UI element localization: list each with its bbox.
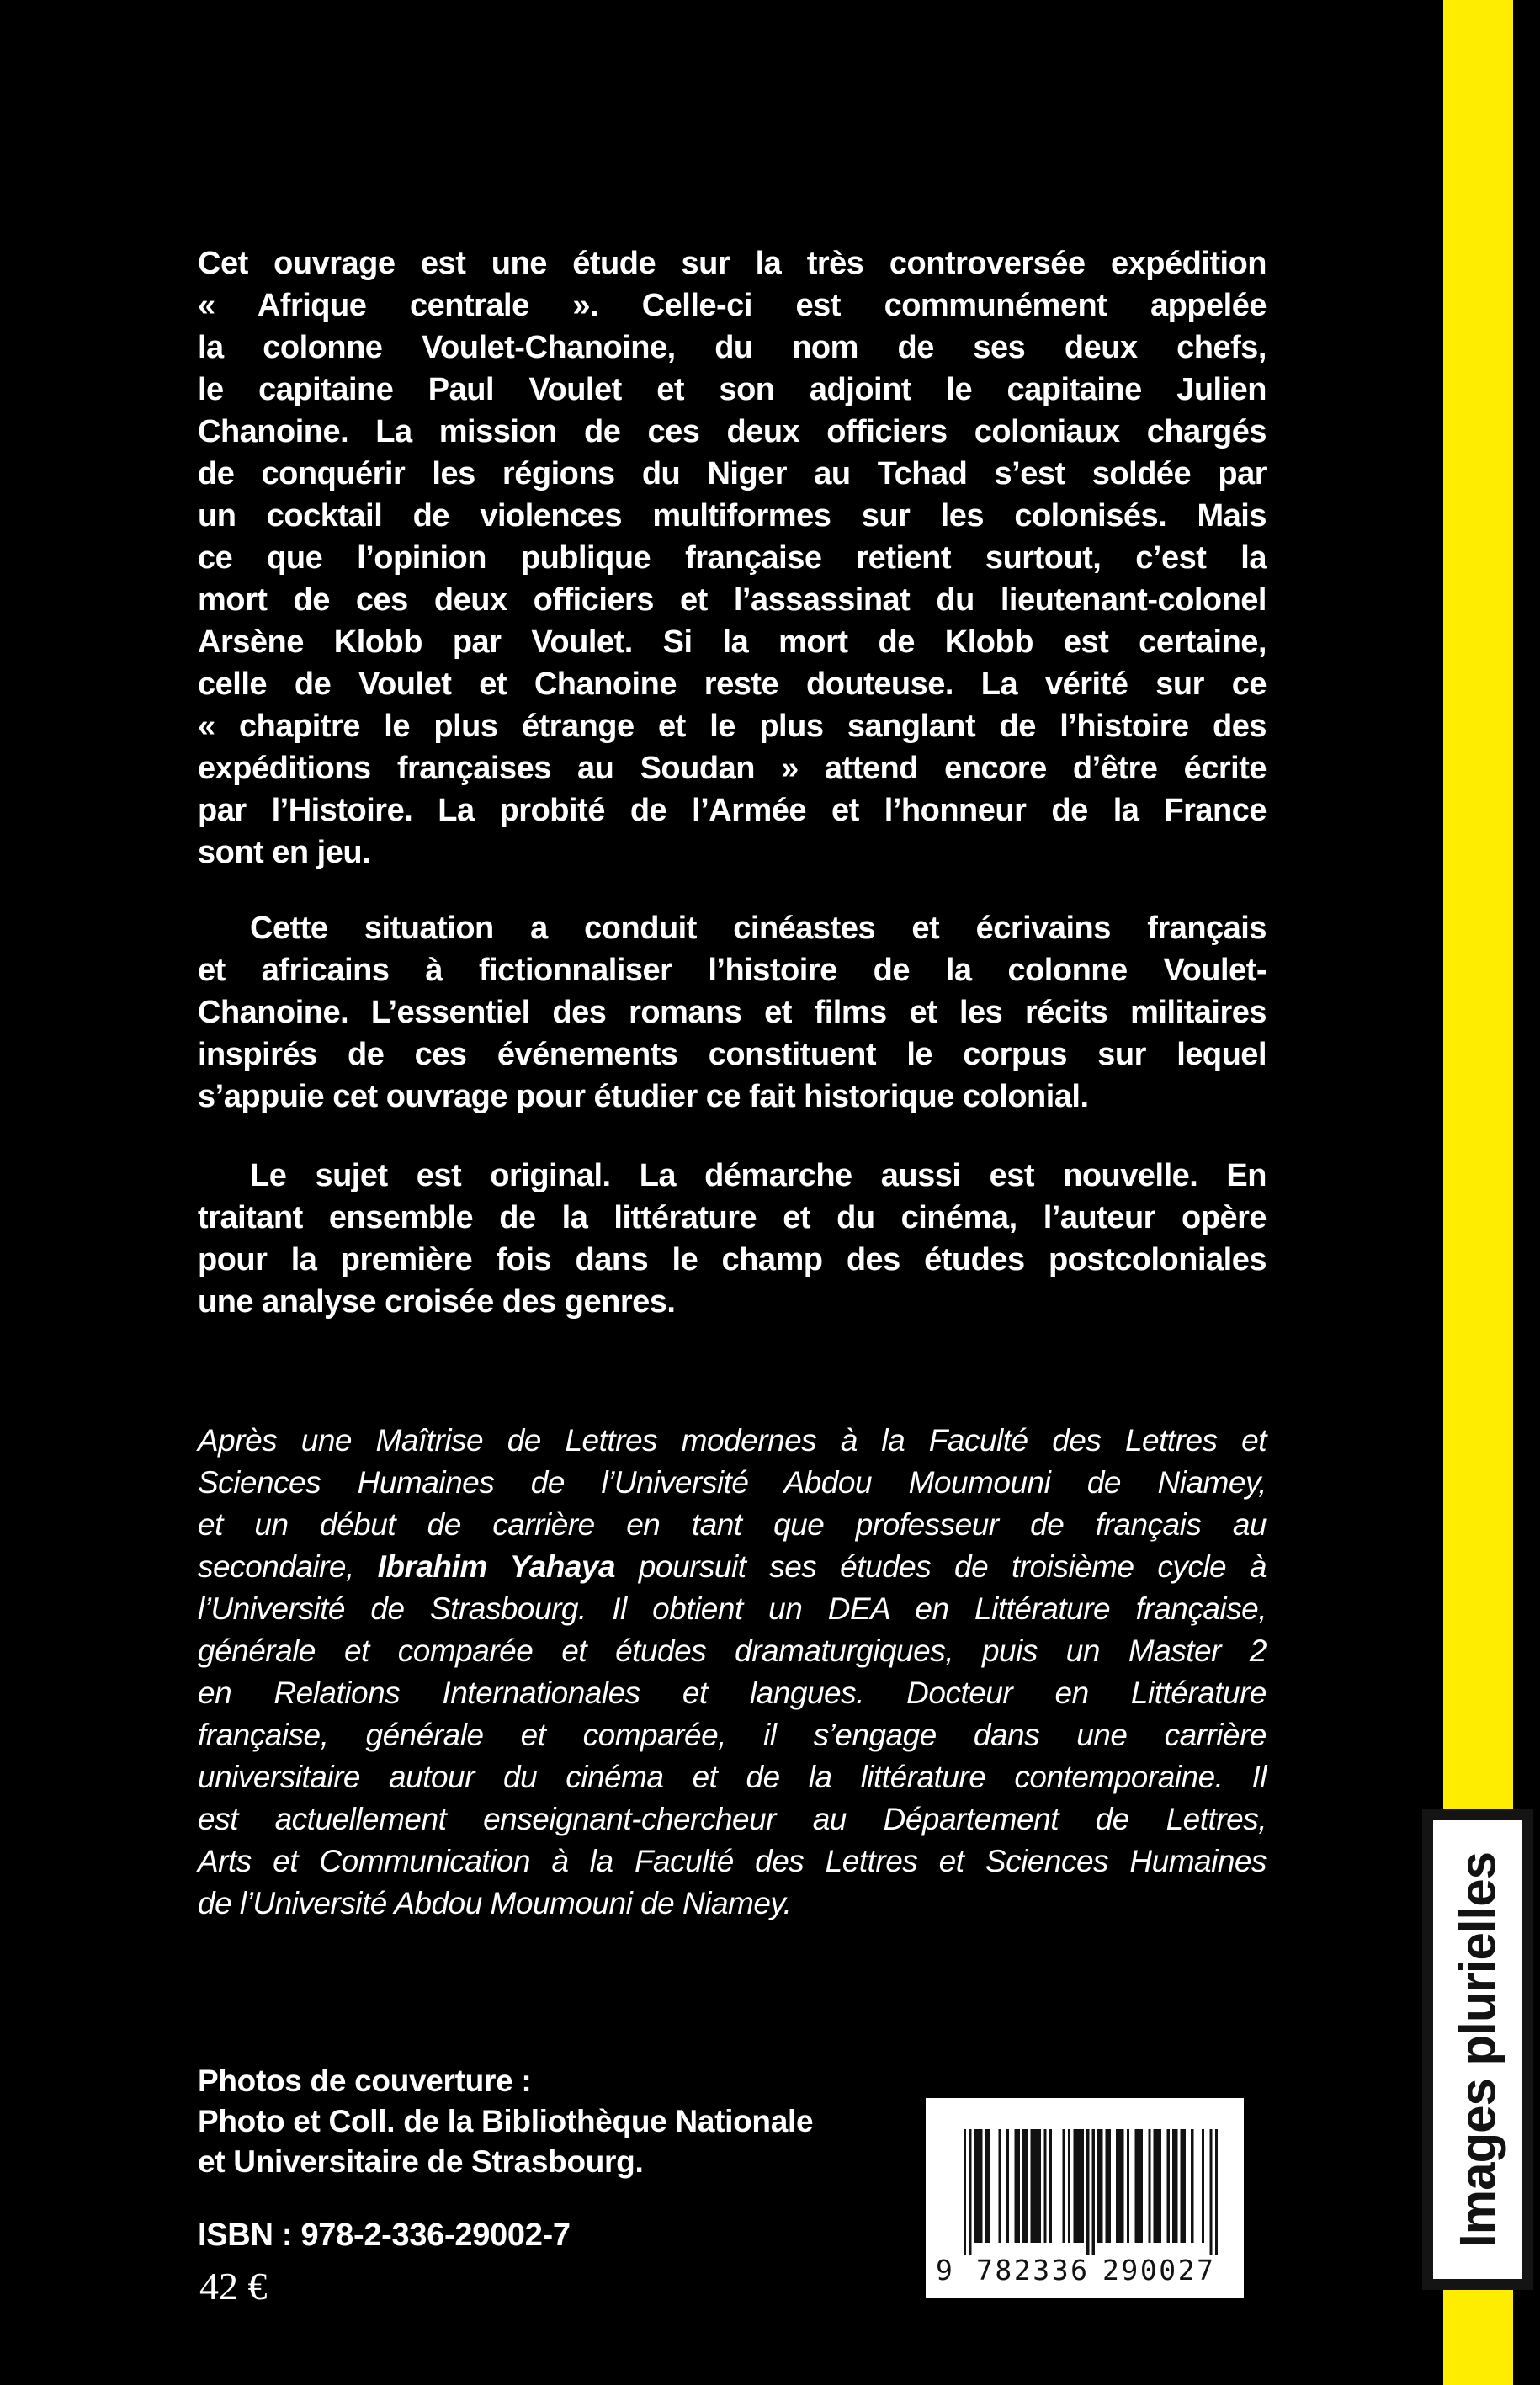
credit-line: et Universitaire de Strasbourg. xyxy=(198,2144,644,2179)
text-line: une analyse croisée des genres. xyxy=(198,1284,676,1320)
svg-text:290027: 290027 xyxy=(1102,2254,1213,2287)
text-line: inspirés de ces événements constituent le corpus sur lequel xyxy=(198,1037,1267,1072)
text-line: par l’Histoire. La probité de l’Armée et l’honneur de la France xyxy=(198,793,1267,828)
ean13-barcode xyxy=(926,2098,1244,2298)
text-segment: poursuit ses études de troisième cycle à xyxy=(615,1549,1267,1584)
text-line: Chanoine. L’essentiel des romans et films et les récits militaires xyxy=(198,995,1267,1030)
text-line: le capitaine Paul Voulet et son adjoint le capitaine Julien xyxy=(198,372,1267,407)
text-line: et africains à fictionnaliser l’histoire de la colonne Voulet- xyxy=(198,953,1267,988)
text-line: Sciences Humaines de l’Université Abdou Moumouni de Niamey, xyxy=(198,1465,1267,1500)
text-line: de l’Université Abdou Moumouni de Niamey. xyxy=(198,1886,792,1920)
synopsis-paragraph-3 xyxy=(198,1155,1267,1323)
text-line: Cette situation a conduit cinéastes et écrivains français xyxy=(250,911,1267,946)
text-line: un cocktail de violences multiformes sur les colonisés. Mais xyxy=(198,498,1267,534)
cover-photo-credits xyxy=(198,2061,813,2182)
credit-line: Photo et Coll. de la Bibliothèque Nationale xyxy=(198,2104,814,2138)
barcode-image xyxy=(926,2098,1244,2298)
text-line: est actuellement enseignant-chercheur au Département de Lettres, xyxy=(198,1802,1267,1836)
text-line: la colonne Voulet-Chanoine, du nom de ses deux chefs, xyxy=(198,330,1267,365)
author-name: Ibrahim Yahaya xyxy=(377,1549,616,1584)
text-line: ce que l’opinion publique française retient surtout, c’est la xyxy=(198,540,1267,576)
text-line: « chapitre le plus étrange et le plus sanglant de l’histoire des xyxy=(198,709,1267,744)
text-line: traitant ensemble de la littérature et du cinéma, l’auteur opère xyxy=(198,1200,1267,1235)
collection-label-box xyxy=(1422,1809,1533,2290)
text-line: Arts et Communication à la Faculté des Lettres et Sciences Humaines xyxy=(198,1844,1267,1878)
text-line: sont en jeu. xyxy=(198,835,371,870)
text-line: mort de ces deux officiers et l’assassinat du lieutenant-colonel xyxy=(198,582,1267,618)
text-line xyxy=(198,1546,1267,1588)
text-line: Après une Maîtrise de Lettres modernes à la Faculté des Lettres et xyxy=(198,1423,1267,1458)
author-bio-paragraph xyxy=(198,1420,1267,1925)
text-line: Cet ouvrage est une étude sur la très controversée expédition xyxy=(198,246,1267,281)
text-line: générale et comparée et études dramaturgiques, puis un Master 2 xyxy=(198,1633,1267,1668)
price-label: 42 € xyxy=(199,2265,268,2308)
svg-text:9: 9 xyxy=(936,2254,953,2287)
credit-line: Photos de couverture : xyxy=(198,2064,532,2098)
text-line: Arsène Klobb par Voulet. Si la mort de Klobb est certaine, xyxy=(198,624,1267,660)
text-line: universitaire autour du cinéma et de la littérature contemporaine. Il xyxy=(198,1760,1267,1794)
text-line: en Relations Internationales et langues. Docteur en Littérature xyxy=(198,1676,1267,1710)
isbn-label: ISBN : 978-2-336-29002-7 xyxy=(198,2218,571,2253)
text-line: Chanoine. La mission de ces deux officiers coloniaux chargés xyxy=(198,414,1267,449)
svg-text:782336: 782336 xyxy=(976,2254,1087,2287)
synopsis-paragraph-2 xyxy=(198,907,1267,1118)
text-line: pour la première fois dans le champ des études postcoloniales xyxy=(198,1242,1267,1277)
text-line: celle de Voulet et Chanoine reste douteuse. La vérité sur ce xyxy=(198,667,1267,702)
text-line: Le sujet est original. La démarche aussi est nouvelle. En xyxy=(250,1158,1267,1193)
text-line: française, générale et comparée, il s’engage dans une carrière xyxy=(198,1718,1267,1752)
collection-label: Images plurielles xyxy=(1449,1851,1506,2248)
text-line: « Afrique centrale ». Celle-ci est communément appelée xyxy=(198,288,1267,323)
text-line: de conquérir les régions du Niger au Tchad s’est soldée par xyxy=(198,456,1267,491)
text-line: expéditions françaises au Soudan » attend encore d’être écrite xyxy=(198,751,1267,786)
synopsis-paragraph-1 xyxy=(198,242,1267,874)
text-segment: secondaire, xyxy=(198,1549,378,1584)
text-line: s’appuie cet ouvrage pour étudier ce fait historique colonial. xyxy=(198,1079,1089,1114)
text-line: et un début de carrière en tant que professeur de français au xyxy=(198,1507,1267,1542)
text-line: l’Université de Strasbourg. Il obtient un DEA en Littérature française, xyxy=(198,1591,1267,1626)
